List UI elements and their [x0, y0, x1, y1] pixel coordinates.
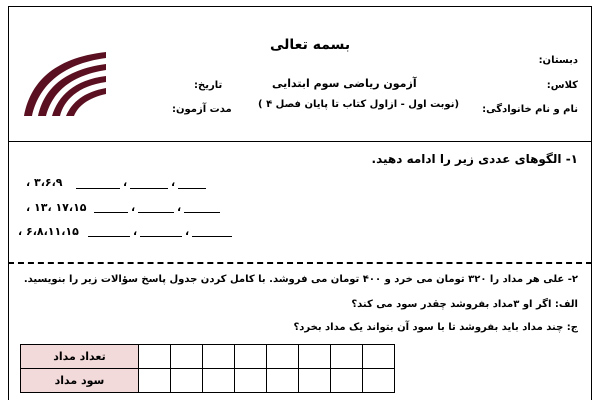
table-cell[interactable]: [171, 369, 203, 393]
table-cell[interactable]: [235, 345, 267, 369]
table-row: [21, 369, 395, 393]
row-label-count: تعداد مداد: [21, 345, 139, 369]
q1-separator: ،: [123, 176, 128, 189]
q1-blank[interactable]: [138, 212, 174, 213]
class-label: کلاس:: [546, 80, 578, 91]
q2-prompt: ۲- علی هر مداد را ۳۲۰ تومان می خرد و ۴۰۰ تومان می فروشد. با کامل کردن جدول پاسخ سؤالات زیر را بنویسید.: [23, 274, 578, 285]
q1-sequence-3: ۶،۸،۱۱،۱۵ ،: [18, 225, 79, 238]
q1-blank[interactable]: [130, 188, 168, 189]
bismillah: بسمه تعالی: [270, 37, 351, 53]
q1-prompt: ۱- الگوهای عددی زیر را ادامه دهید.: [371, 152, 578, 166]
name-label: نام و نام خانوادگی:: [482, 104, 578, 115]
table-row: [21, 345, 395, 369]
table-cell[interactable]: [203, 345, 235, 369]
q2-part-a: الف: اگر او ۳مداد بفروشد چقدر سود می کند؟: [351, 299, 578, 310]
table-cell[interactable]: [171, 345, 203, 369]
q1-separator: ،: [171, 176, 176, 189]
q1-sequence-2: ۱۷،۱۵ ،۱۳ ،: [26, 201, 87, 214]
q1-blank[interactable]: [76, 188, 120, 189]
q1-blank[interactable]: [184, 212, 220, 213]
q1-sequence-1: ۳،۶،۹ ،: [26, 176, 63, 189]
table-cell[interactable]: [203, 369, 235, 393]
q1-blank[interactable]: [88, 236, 130, 237]
school-label: دبستان:: [538, 55, 578, 66]
section-divider: [8, 262, 592, 264]
q1-separator: ،: [133, 225, 138, 238]
table-cell[interactable]: [363, 345, 395, 369]
table-cell[interactable]: [331, 369, 363, 393]
date-label: تاریخ:: [194, 80, 223, 91]
table-cell[interactable]: [139, 369, 171, 393]
table-cell[interactable]: [363, 369, 395, 393]
exam-title: آزمون ریاضی سوم ابتدایی: [272, 77, 417, 90]
q1-separator: ،: [131, 201, 136, 214]
q1-blank[interactable]: [94, 212, 128, 213]
q1-blank[interactable]: [178, 188, 206, 189]
duration-label: مدت آزمون:: [172, 104, 232, 115]
school-logo-icon: [22, 46, 108, 118]
table-cell[interactable]: [299, 345, 331, 369]
row-label-profit: سود مداد: [21, 369, 139, 393]
q1-blank[interactable]: [192, 236, 232, 237]
table-cell[interactable]: [267, 369, 299, 393]
q1-separator: ،: [185, 225, 190, 238]
table-cell[interactable]: [139, 345, 171, 369]
table-cell[interactable]: [331, 345, 363, 369]
q1-separator: ،: [177, 201, 182, 214]
table-cell[interactable]: [267, 345, 299, 369]
exam-subtitle: (نوبت اول - ازاول کتاب تا پایان فصل ۴ ): [258, 99, 460, 110]
profit-table: [20, 344, 395, 393]
table-cell[interactable]: [235, 369, 267, 393]
q1-blank[interactable]: [140, 236, 182, 237]
q2-part-b: ج: چند مداد باید بفروشد تا با سود آن بتواند یک مداد بخرد؟: [293, 322, 578, 333]
table-cell[interactable]: [299, 369, 331, 393]
